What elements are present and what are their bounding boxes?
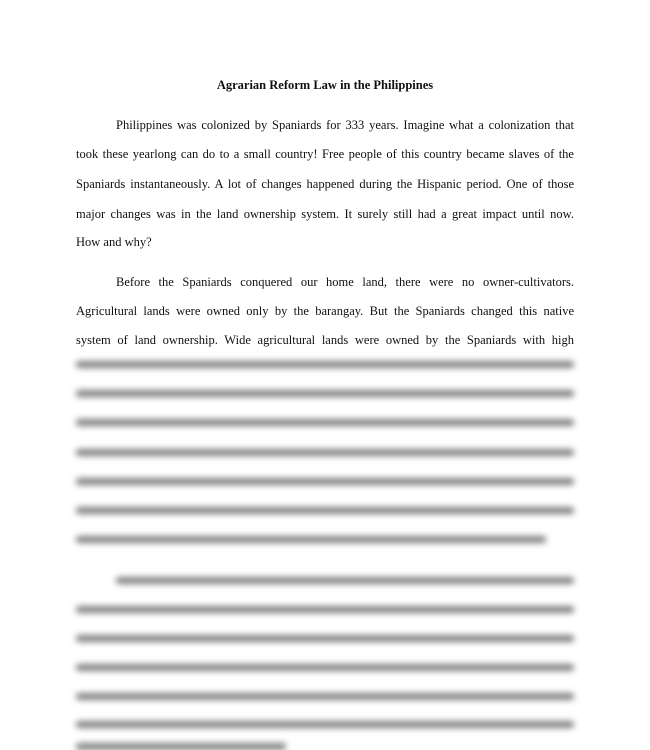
blurred-line <box>76 361 574 368</box>
document-title: Agrarian Reform Law in the Philippines <box>216 78 434 92</box>
blurred-line <box>76 635 574 642</box>
blurred-line <box>76 478 574 485</box>
paragraph-1-line-2: took these yearlong can do to a small country! Free people of this country became slaves of the <box>76 147 574 161</box>
blurred-line <box>76 449 574 456</box>
paragraph-1-line-1: Philippines was colonized by Spaniards for 333 years. Imagine what a colonization that <box>116 118 574 132</box>
blurred-line <box>116 577 574 584</box>
blurred-line <box>76 606 574 613</box>
blurred-line <box>76 743 286 750</box>
blurred-line <box>76 536 546 543</box>
paragraph-2-line-3: system of land ownership. Wide agricultural lands were owned by the Spaniards with high <box>76 333 574 347</box>
blurred-line <box>76 419 574 426</box>
blurred-line <box>76 507 574 514</box>
paragraph-2-line-1: Before the Spaniards conquered our home land, there were no owner-cultivators. <box>116 275 574 289</box>
blurred-line <box>76 664 574 671</box>
paragraph-2-line-2: Agricultural lands were owned only by the barangay. But the Spaniards changed this native <box>76 304 574 318</box>
blurred-line <box>76 693 574 700</box>
blurred-line <box>76 390 574 397</box>
paragraph-1-line-4: major changes was in the land ownership system. It surely still had a great impact until now. <box>76 207 574 221</box>
paragraph-1-line-5: How and why? <box>76 235 152 249</box>
paragraph-1-line-3: Spaniards instantaneously. A lot of changes happened during the Hispanic period. One of those <box>76 177 574 191</box>
blurred-line <box>76 721 574 728</box>
blurred-content <box>0 355 650 750</box>
